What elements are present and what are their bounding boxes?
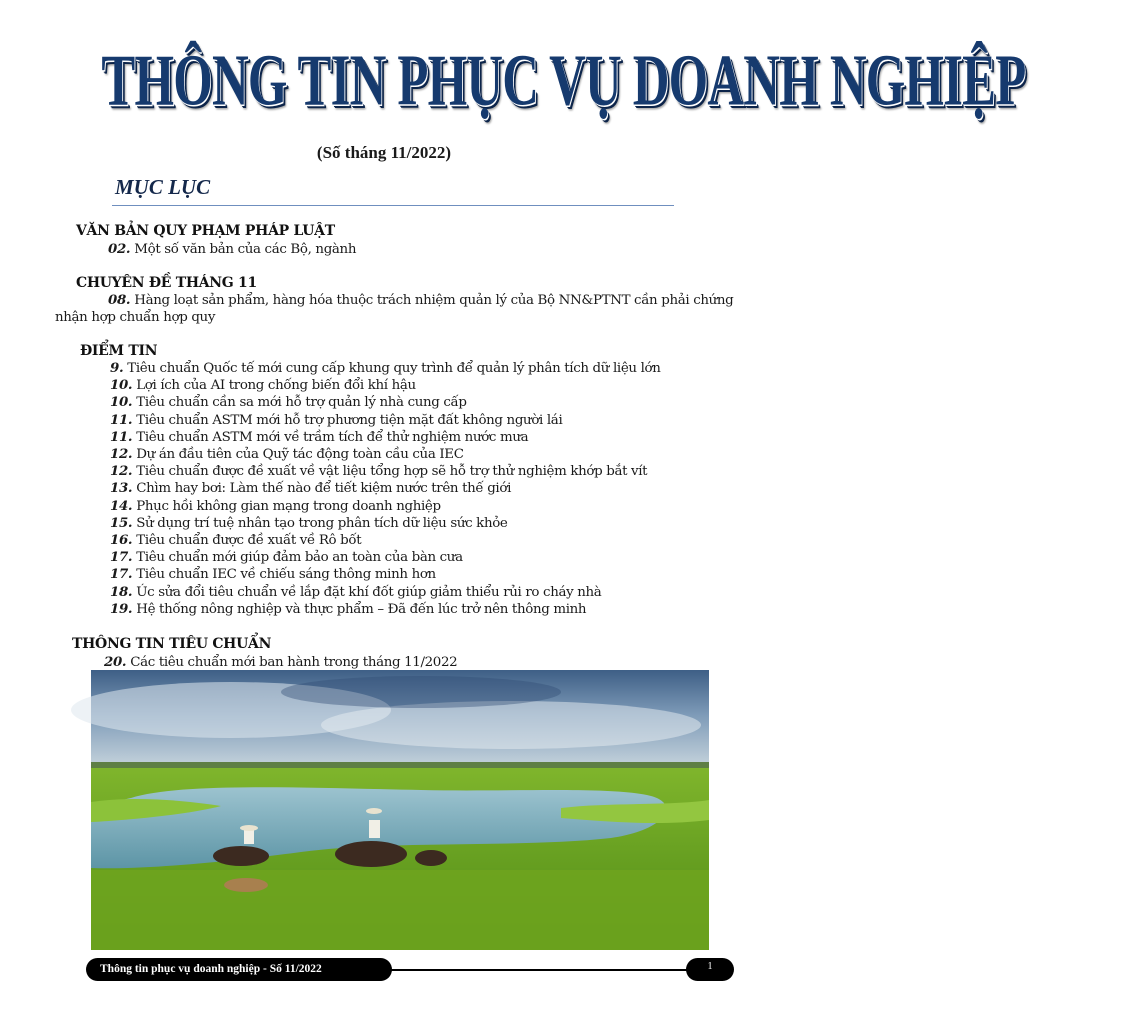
toc-entry-page: 16.: [110, 532, 133, 548]
toc-entry-text: Các tiêu chuẩn mới ban hành trong tháng 11/2022: [130, 655, 458, 670]
toc-entry-text: Chìm hay bơi: Làm thế nào để tiết kiệm nước trên thế giới: [136, 481, 512, 497]
toc-entry-page: 15.: [110, 514, 133, 531]
toc-entry-text: Hệ thống nông nghiệp và thực phẩm – Đã đến lúc trở nên thông minh: [136, 601, 587, 617]
toc-entry-text: Phục hồi không gian mạng trong doanh nghiệp: [136, 498, 441, 514]
toc-entry-text: Một số văn bản của các Bộ, ngành: [134, 242, 357, 257]
section-heading-standards: THÔNG TIN TIÊU CHUẨN: [72, 636, 272, 652]
masthead-title: THÔNG TIN PHỤC VỤ DOANH NGHIỆP: [101, 40, 1026, 122]
footer-divider: [390, 969, 690, 971]
toc-entry[interactable]: [110, 429, 528, 446]
toc-entry[interactable]: [110, 480, 511, 497]
toc-entry-page: 12.: [110, 446, 133, 462]
toc-entry-page: 10.: [110, 394, 133, 411]
toc-entry[interactable]: [110, 463, 647, 480]
toc-entry-page: 9.: [110, 360, 124, 376]
toc-entry[interactable]: [110, 601, 586, 618]
toc-entry-page: 10.: [110, 377, 133, 394]
masthead: [0, 22, 1026, 140]
toc-entry[interactable]: [110, 498, 441, 515]
issue-label: (Số tháng 11/2022): [316, 143, 452, 162]
cover-photo: [91, 670, 709, 950]
toc-entry[interactable]: [110, 549, 463, 566]
page-number: 1: [686, 958, 734, 981]
toc-entry-text: Tiêu chuẩn Quốc tế mới cung cấp khung quy trình để quản lý phân tích dữ liệu lớn: [127, 361, 661, 376]
toc-entry-text: Tiêu chuẩn ASTM mới về trầm tích để thử nghiệm nước mưa: [136, 429, 529, 445]
toc-entry-text: Tiêu chuẩn IEC về chiếu sáng thông minh hơn: [136, 567, 436, 583]
toc-title: MỤC LỤC: [115, 175, 211, 199]
section-heading-legal: VĂN BẢN QUY PHẠM PHÁP LUẬT: [76, 223, 335, 239]
toc-entry[interactable]: [110, 394, 467, 411]
toc-entry-page: 02.: [108, 241, 131, 257]
toc-entry-page: 14.: [110, 497, 133, 514]
toc-entry-text: Tiêu chuẩn mới giúp đảm bảo an toàn của bàn cưa: [136, 550, 463, 566]
toc-entry-page: 20.: [104, 654, 127, 670]
toc-entry[interactable]: [110, 446, 464, 463]
toc-entry[interactable]: [110, 566, 436, 583]
toc-entry[interactable]: [110, 377, 416, 394]
toc-entry-page: 17.: [110, 566, 133, 583]
rice-field-landscape-image: [91, 670, 709, 950]
toc-entry-page: 13.: [110, 480, 133, 497]
section-heading-topic: CHUYÊN ĐỀ THÁNG 11: [76, 275, 257, 291]
toc-entry-page: 19.: [110, 600, 133, 617]
toc-entry-text: Tiêu chuẩn cần sa mới hỗ trợ quản lý nhà cung cấp: [136, 395, 467, 411]
toc-entry-text: Úc sửa đổi tiêu chuẩn về lắp đặt khí đốt giúp giảm thiểu rủi ro cháy nhà: [136, 584, 602, 600]
toc-entry[interactable]: [110, 515, 508, 532]
toc-entry[interactable]: [108, 241, 356, 258]
toc-entry-page: 08.: [108, 292, 131, 308]
section-heading-news: ĐIỂM TIN: [80, 343, 158, 359]
toc-entry[interactable]: [55, 292, 745, 326]
toc-entry-text: Tiêu chuẩn được đề xuất về vật liệu tổng hợp sẽ hỗ trợ thử nghiệm khớp bắt vít: [136, 464, 648, 480]
toc-entry-page: 17.: [110, 549, 133, 566]
toc-entry[interactable]: [110, 584, 601, 601]
toc-entry-text: Tiêu chuẩn ASTM mới hỗ trợ phương tiện mặt đất không người lái: [136, 412, 563, 428]
footer-label: Thông tin phục vụ doanh nghiệp - Số 11/2022: [86, 958, 392, 981]
toc-entry-page: 12.: [110, 463, 133, 480]
toc-entry-page: 11.: [110, 428, 133, 445]
toc-entry-text: Dự án đầu tiên của Quỹ tác động toàn cầu của IEC: [136, 447, 464, 462]
toc-entry-text: Tiêu chuẩn được đề xuất về Rô bốt: [136, 533, 362, 548]
toc-entry-text: Hàng loạt sản phẩm, hàng hóa thuộc trách nhiệm quản lý của Bộ NN&PTNT cần phải chứng nhận hợp chuẩn hợp quy: [55, 293, 734, 325]
toc-entry-page: 11.: [110, 411, 133, 428]
toc-entry-page: 18.: [110, 583, 133, 600]
toc-entry-text: Sử dụng trí tuệ nhân tạo trong phân tích dữ liệu sức khỏe: [136, 515, 508, 531]
toc-entry[interactable]: [110, 412, 562, 429]
toc-entry[interactable]: [110, 360, 661, 377]
toc-entry-text: Lợi ích của AI trong chống biến đổi khí hậu: [136, 378, 416, 394]
toc-divider: [112, 205, 674, 206]
toc-entry[interactable]: [110, 532, 361, 549]
toc-entry[interactable]: [104, 654, 457, 671]
